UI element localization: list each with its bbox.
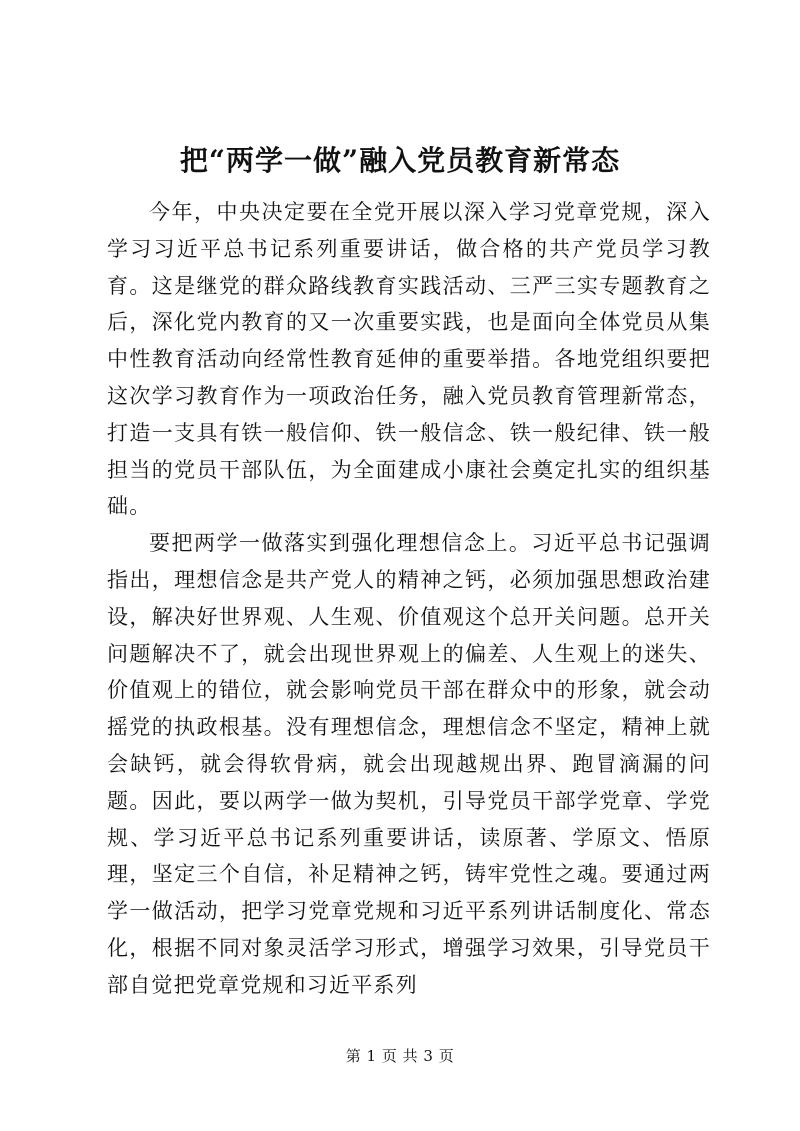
paragraph-1: 今年，中央决定要在全党开展以深入学习党章党规，深入学习习近平总书记系列重要讲话，做合格的共产党员学习教育。这是继党的群众路线教育实践活动、三严三实专题教育之后，深化党内教育的又一次重要实践，也是面向全体党员从集中性教育活动向经常性教育延伸的重要举措。各地党组织要把这次学习教育作为一项政治任务，融入党员教育管理新常态，打造一支具有铁一般信仰、铁一般信念、铁一般纪律、铁一般担当的党员干部队伍，为全面建成小康社会奠定扎实的组织基础。	[107, 200, 711, 519]
document-body	[107, 194, 711, 1004]
page-footer: 第 1 页 共 3 页	[345, 1047, 455, 1065]
paragraph-2: 要把两学一做落实到强化理想信念上。习近平总书记强调指出，理想信念是共产党人的精神之钙，必须加强思想政治建设，解决好世界观、人生观、价值观这个总开关问题。总开关问题解决不了，就会出现世界观上的偏差、人生观上的迷失、价值观上的错位，就会影响党员干部在群众中的形象，就会动摇党的执政根基。没有理想信念，理想信念不坚定，精神上就会缺钙，就会得软骨病，就会出现越规出界、跑冒滴漏的问题。因此，要以两学一做为契机，引导党员干部学党章、学党规、学习近平总书记系列重要讲话，读原著、学原文、悟原理，坚定三个自信，补足精神之钙，铸牢党性之魂。要通过两学一做活动，把学习党章党规和习近平系列讲话制度化、常态化，根据不同对象灵活学习形式，增强学习效果，引导党员干部自觉把党章党规和习近平系列	[107, 531, 711, 997]
document-title: 把“两学一做”融入党员教育新常态	[179, 144, 621, 177]
